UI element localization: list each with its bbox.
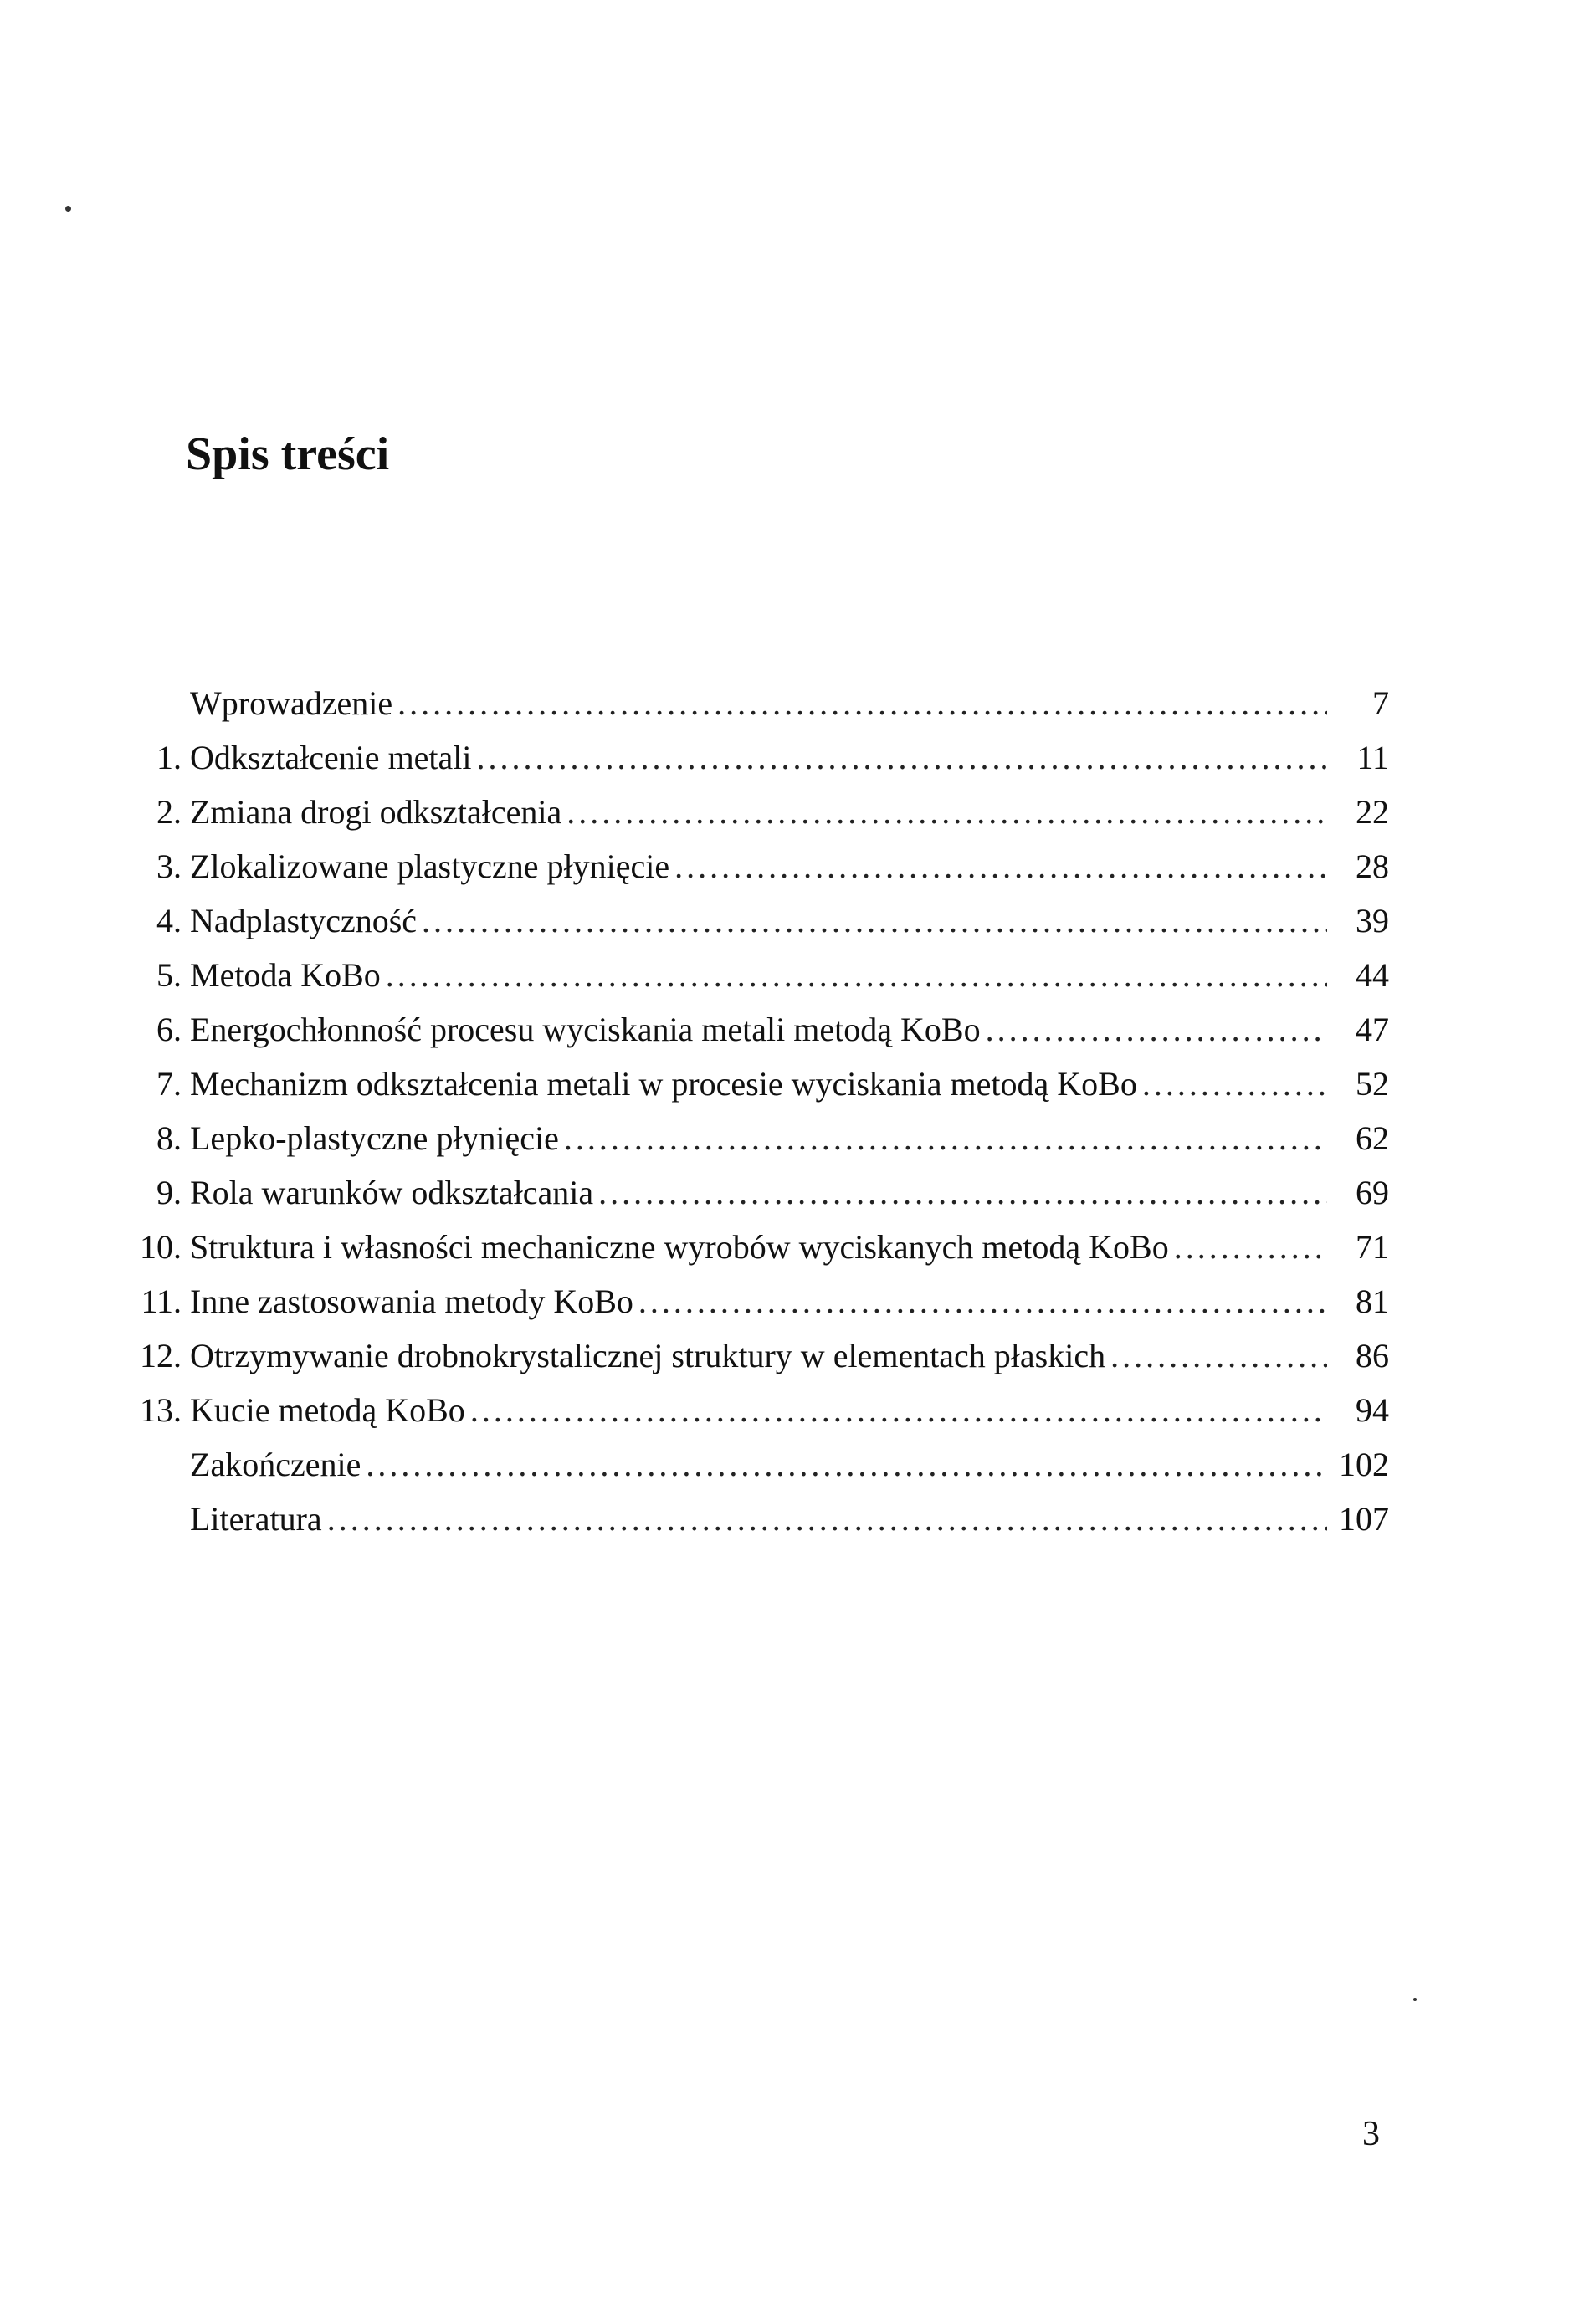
toc-entry-number: 11. xyxy=(141,1282,182,1320)
toc-entry-title: Zlokalizowane plastyczne płynięcie xyxy=(190,847,670,885)
toc-entry xyxy=(117,1057,1389,1111)
toc-entry-title: Nadplastyczność xyxy=(190,902,418,939)
dot-leader xyxy=(598,1165,1327,1220)
toc-entry-title: Lepko-plastyczne płynięcie xyxy=(190,1119,559,1157)
toc-entry xyxy=(117,730,1389,785)
toc-entry xyxy=(117,1437,1389,1492)
dot-leader xyxy=(638,1274,1327,1328)
toc-entry xyxy=(117,1111,1389,1165)
toc-entry xyxy=(117,1492,1389,1546)
toc-entry-number: 4. xyxy=(156,902,182,939)
toc-entry-page: 86 xyxy=(1356,1337,1389,1374)
toc-entry-page: 7 xyxy=(1372,684,1389,722)
toc-entry-number: 13. xyxy=(140,1391,182,1429)
dot-leader xyxy=(470,1383,1327,1437)
toc-entry xyxy=(117,676,1389,730)
dot-leader xyxy=(1174,1220,1327,1274)
toc-entry-number: 8. xyxy=(156,1119,182,1157)
toc-entry-page: 102 xyxy=(1339,1446,1389,1483)
dot-leader xyxy=(422,893,1327,948)
toc-entry-page: 28 xyxy=(1356,847,1389,885)
page-title: Spis treści xyxy=(186,428,390,480)
toc-entry xyxy=(117,1328,1389,1383)
toc-entry xyxy=(117,893,1389,948)
dot-leader xyxy=(564,1111,1327,1165)
toc-entry-number: 3. xyxy=(156,847,182,885)
toc-entry-title: Rola warunków odkształcania xyxy=(190,1174,594,1211)
toc-entry-title: Kucie metodą KoBo xyxy=(190,1391,465,1429)
toc-entry-page: 71 xyxy=(1356,1228,1389,1266)
toc-entry-number: 6. xyxy=(156,1011,182,1048)
toc-entry xyxy=(117,1165,1389,1220)
toc-entry xyxy=(117,1274,1389,1328)
toc-entry xyxy=(117,1002,1389,1057)
toc-entry-title: Mechanizm odkształcenia metali w procesie wyciskania metodą KoBo xyxy=(190,1065,1137,1103)
dot-leader xyxy=(1110,1328,1327,1383)
dot-leader xyxy=(327,1492,1327,1546)
toc-entry-page: 69 xyxy=(1356,1174,1389,1211)
dot-leader xyxy=(397,676,1327,730)
toc-entry xyxy=(117,1383,1389,1437)
toc-entry-title: Inne zastosowania metody KoBo xyxy=(190,1282,633,1320)
dot-leader xyxy=(386,948,1327,1002)
scan-speck xyxy=(65,206,71,212)
toc-entry-page: 39 xyxy=(1356,902,1389,939)
toc-entry-number: 9. xyxy=(156,1174,182,1211)
dot-leader xyxy=(674,839,1327,893)
toc-entry-title: Odkształcenie metali xyxy=(190,739,472,776)
toc-entry-page: 22 xyxy=(1356,793,1389,831)
toc-entry-number: 1. xyxy=(156,739,182,776)
toc-entry-page: 107 xyxy=(1339,1500,1389,1538)
toc-entry-title: Zmiana drogi odkształcenia xyxy=(190,793,562,831)
toc-entry-page: 47 xyxy=(1356,1011,1389,1048)
toc-entry-page: 62 xyxy=(1356,1119,1389,1157)
toc-entry-number: 10. xyxy=(140,1228,182,1266)
dot-leader xyxy=(1142,1057,1327,1111)
toc-entry-title: Zakończenie xyxy=(190,1446,361,1483)
dot-leader xyxy=(566,785,1327,839)
toc-entry-number: 7. xyxy=(156,1065,182,1103)
toc-entry-page: 52 xyxy=(1356,1065,1389,1103)
toc-entry-page: 11 xyxy=(1356,739,1389,776)
dot-leader xyxy=(986,1002,1327,1057)
toc-entry-page: 44 xyxy=(1356,956,1389,994)
toc-entry-title: Literatura xyxy=(190,1500,322,1538)
toc-entry-number: 5. xyxy=(156,956,182,994)
scan-speck xyxy=(1413,1998,1417,2001)
toc-entry-number: 2. xyxy=(156,793,182,831)
table-of-contents xyxy=(117,676,1389,1546)
toc-entry xyxy=(117,1220,1389,1274)
toc-entry-title: Metoda KoBo xyxy=(190,956,381,994)
toc-entry-title: Energochłonność procesu wyciskania metali metodą KoBo xyxy=(190,1011,981,1048)
dot-leader xyxy=(366,1437,1327,1492)
toc-entry-title: Struktura i własności mechaniczne wyrobów wyciskanych metodą KoBo xyxy=(190,1228,1169,1266)
toc-entry-title: Otrzymywanie drobnokrystalicznej struktury w elementach płaskich xyxy=(190,1337,1106,1374)
toc-entry-page: 81 xyxy=(1356,1282,1389,1320)
dot-leader xyxy=(477,730,1327,785)
toc-entry-page: 94 xyxy=(1356,1391,1389,1429)
toc-entry xyxy=(117,839,1389,893)
toc-entry-title: Wprowadzenie xyxy=(190,684,393,722)
toc-entry-number: 12. xyxy=(140,1337,182,1374)
toc-entry xyxy=(117,948,1389,1002)
toc-entry xyxy=(117,785,1389,839)
page-number: 3 xyxy=(1362,2115,1380,2153)
